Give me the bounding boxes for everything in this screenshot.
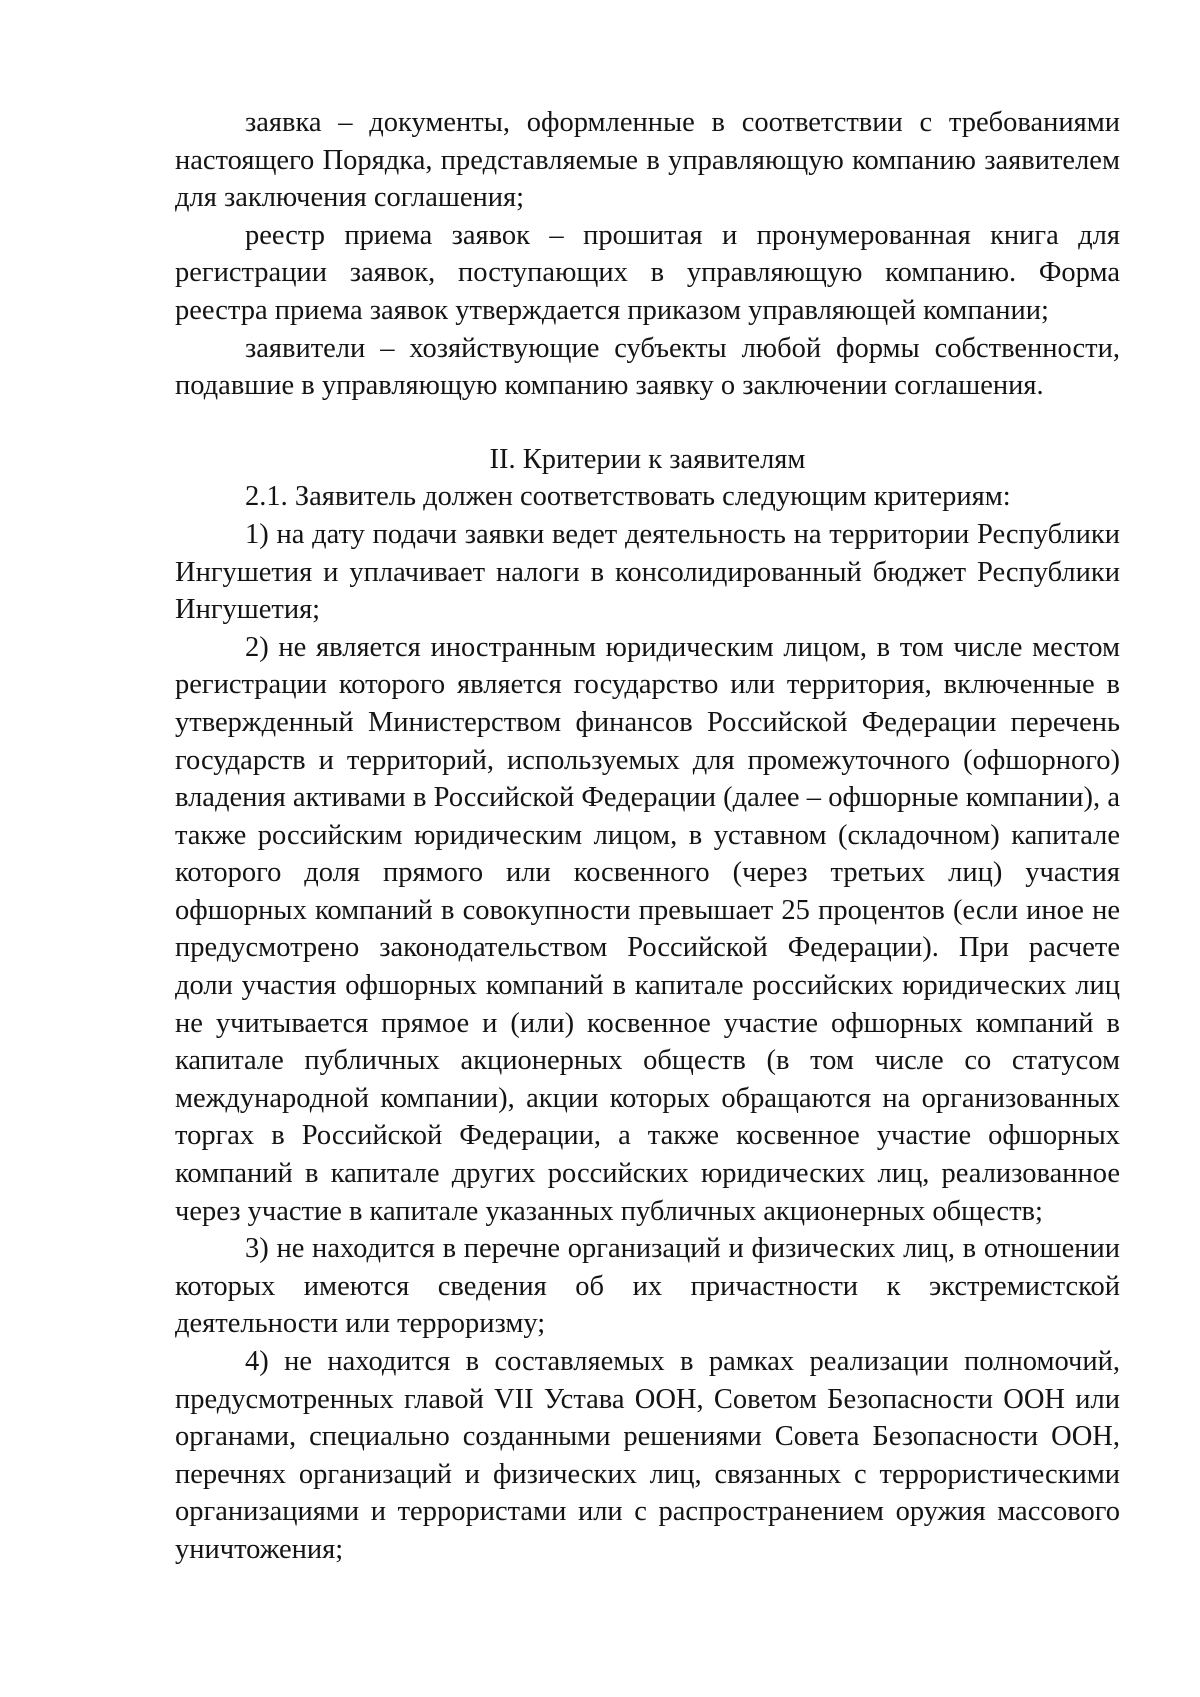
criterion-item-3: 3) не находится в перечне организаций и физических лиц, в отношении которых имеются сведения об их причастности к экстремистской деятельности или терроризму; <box>175 1233 1120 1340</box>
criterion-item-4: 4) не находится в составляемых в рамках реализации полномочий, предусмотренных главой VII Устава ООН, Советом Безопасности ООН или органами, специально созданными решениями Совета Безопасности ООН, перечнях организаций и физических лиц, связанных с террористическими организациями и террористами или с распространением оружия массового уничтожения; <box>175 1346 1120 1565</box>
definition-paragraph-register: реестр приема заявок – прошитая и пронумерованная книга для регистрации заявок, поступающих в управляющую компанию. Форма реестра приема заявок утверждается приказом управляющей компании; <box>175 219 1120 326</box>
criterion-item-1: 1) на дату подачи заявки ведет деятельность на территории Республики Ингушетия и уплачивает налоги в консолидированный бюджет Республики Ингушетия; <box>175 518 1120 626</box>
criterion-item-2: 2) не является иностранным юридическим лицом, в том числе местом регистрации которого является государство или территория, включенные в утвержденный Министерством финансов Российской Федерации перечень государств и территорий, используемых для промежуточного (офшорного) владения активами в Российской Федерации (далее – офшорные компании), а также российским юридическим лицом, в уставном (складочном) капитале которого доля прямого или косвенного (через третьих лиц) участия офшорных компаний в совокупности превышает 25 процентов (если иное не предусмотрено законодательством Российской Федерации). При расчете доли участия офшорных компаний в капитале российских юридических лиц не учитывается прямое и (или) косвенное участие офшорных компаний в капитале публичных акционерных обществ (в том числе со статусом международной компании), акции которых обращаются на организованных торгах в Российской Федерации, а также косвенное участие офшорных компаний в капитале других российских юридических лиц, реализованное через участие в капитале указанных публичных акционерных обществ; <box>175 631 1120 1227</box>
definition-paragraph-applicants: заявители – хозяйствующие субъекты любой формы собственности, подавшие в управляющую компанию заявку о заключении соглашения. <box>175 332 1120 402</box>
criteria-intro: 2.1. Заявитель должен соответствовать следующим критериям: <box>245 481 1011 513</box>
definition-paragraph-application: заявка – документы, оформленные в соответствии с требованиями настоящего Порядка, представляемые в управляющую компанию заявителем для заключения соглашения; <box>175 107 1120 214</box>
document-body <box>175 104 1120 1569</box>
section-heading: II. Критерии к заявителям <box>489 443 806 475</box>
